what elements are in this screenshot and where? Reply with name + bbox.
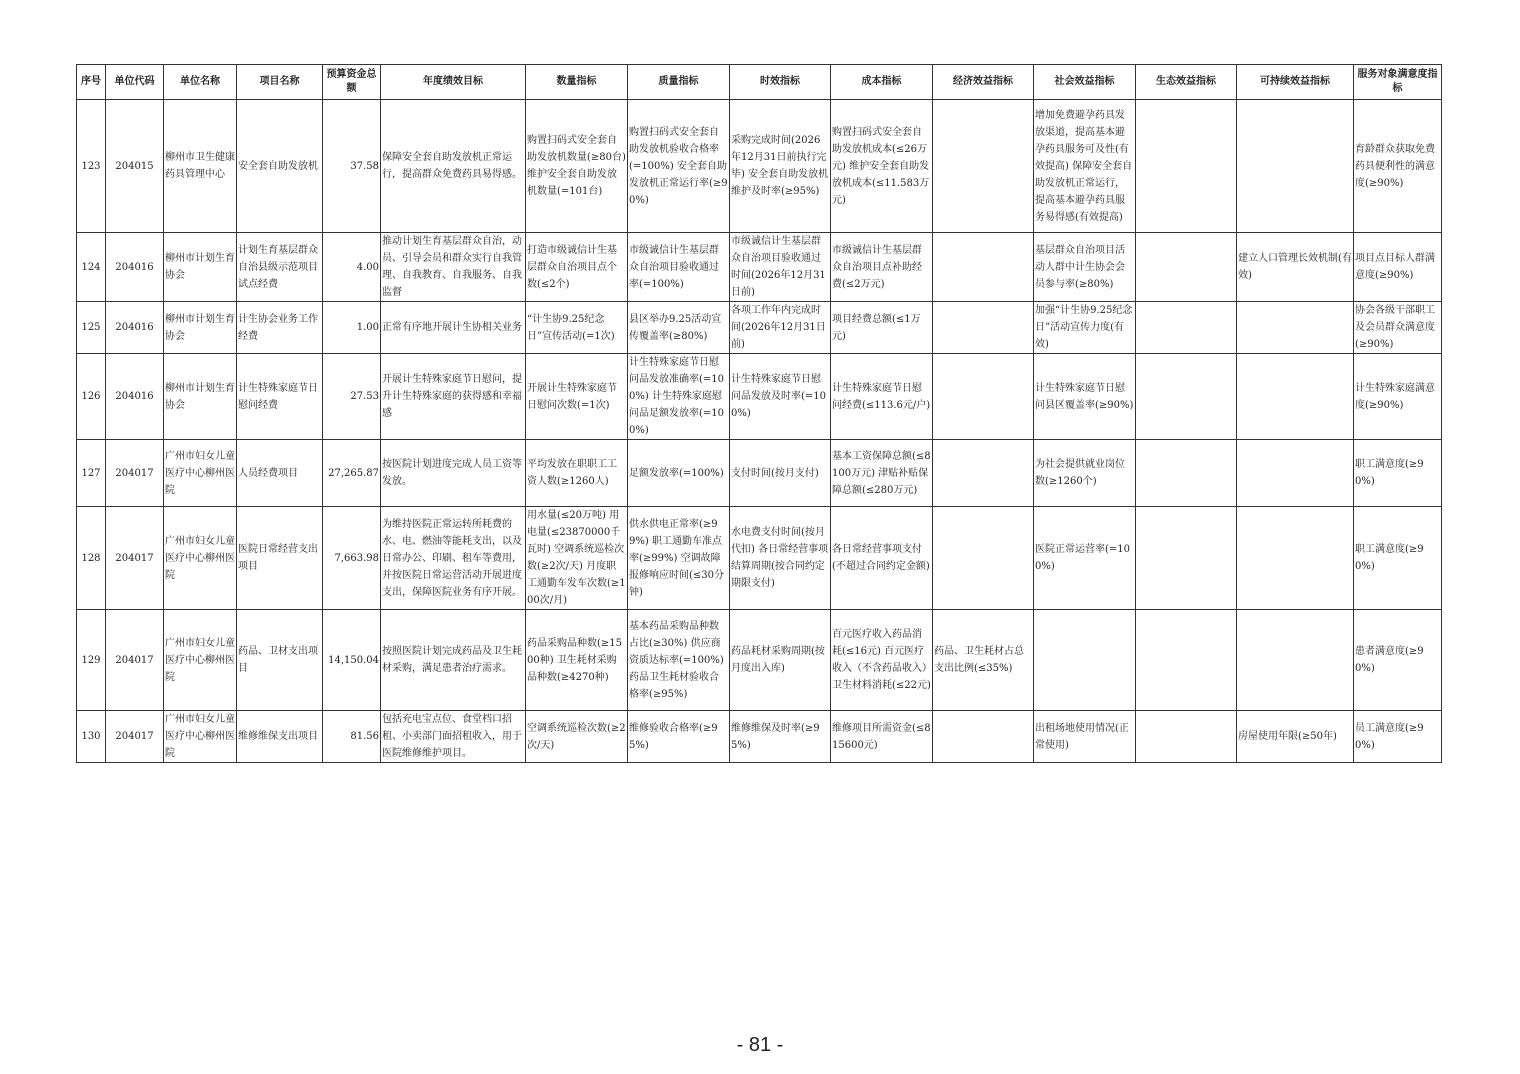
cell-no: 127 <box>77 440 106 507</box>
cell-unit: 柳州市计划生育协会 <box>164 302 237 354</box>
cell-sustainable <box>1237 302 1354 354</box>
table-row <box>77 610 1442 711</box>
header-cell: 质量指标 <box>628 65 730 100</box>
cell-social: 医院正常运营率(=100%) <box>1034 507 1136 610</box>
header-cell: 数量指标 <box>526 65 628 100</box>
header-cell: 单位名称 <box>164 65 237 100</box>
cell-no: 124 <box>77 233 106 302</box>
cell-social: 加强“计生协9.25纪念日”活动宣传力度(有效) <box>1034 302 1136 354</box>
cell-ecological <box>1136 302 1237 354</box>
cell-project: 安全套自助发放机 <box>237 100 323 233</box>
cell-social: 为社会提供就业岗位数(≥1260个) <box>1034 440 1136 507</box>
cell-goal: 保障安全套自助发放机正常运行，提高群众免费药具易得感。 <box>381 100 526 233</box>
header-cell: 单位代码 <box>106 65 164 100</box>
cell-code: 204016 <box>106 354 164 440</box>
cell-code: 204017 <box>106 711 164 763</box>
cell-timeliness: 计生特殊家庭节日慰问品发放及时率(=100%) <box>730 354 831 440</box>
cell-project: 计划生育基层群众自治县级示范项目试点经费 <box>237 233 323 302</box>
cell-economic <box>933 711 1034 763</box>
cell-budget: 14,150.04 <box>323 610 381 711</box>
cell-quantity: 空调系统巡检次数(≥2次/天) <box>526 711 628 763</box>
cell-economic <box>933 440 1034 507</box>
cell-goal: 包括充电宝点位、食堂档口招租、小卖部门面招租收入，用于医院维修维护项目。 <box>381 711 526 763</box>
cell-cost: 百元医疗收入药品消耗(≤16元) 百元医疗收入（不含药品收入）卫生材料消耗(≤22元) <box>831 610 933 711</box>
cell-code: 204017 <box>106 440 164 507</box>
cell-sustainable: 房屋使用年限(≥50年) <box>1237 711 1354 763</box>
cell-satisfaction: 员工满意度(≥90%) <box>1354 711 1442 763</box>
cell-budget: 1.00 <box>323 302 381 354</box>
cell-economic: 药品、卫生耗材占总支出比例(≤35%) <box>933 610 1034 711</box>
cell-social: 出租场地使用情况(正常使用) <box>1034 711 1136 763</box>
cell-sustainable <box>1237 507 1354 610</box>
cell-ecological <box>1136 507 1237 610</box>
page-number: - 81 - <box>736 1034 784 1056</box>
cell-cost: 市级诚信计生基层群众自治项目点补助经费(≤2万元) <box>831 233 933 302</box>
header-cell: 成本指标 <box>831 65 933 100</box>
cell-quantity: 平均发放在职职工工资人数(≥1260人) <box>526 440 628 507</box>
cell-economic <box>933 100 1034 233</box>
cell-no: 123 <box>77 100 106 233</box>
cell-quality: 县区举办9.25活动宣传覆盖率(≥80%) <box>628 302 730 354</box>
header-cell: 生态效益指标 <box>1136 65 1237 100</box>
cell-goal: 正常有序地开展计生协相关业务 <box>381 302 526 354</box>
cell-quality: 基本药品采购品种数占比(≥30%) 供应商资质达标率(=100%) 药品卫生耗材验收合格率(≥95%) <box>628 610 730 711</box>
cell-goal: 推动计划生育基层群众自治，动员、引导会员和群众实行自我管理、自我教育、自我服务、自我监督 <box>381 233 526 302</box>
cell-quantity: “计生协9.25纪念日”宣传活动(=1次) <box>526 302 628 354</box>
cell-satisfaction: 患者满意度(≥90%) <box>1354 610 1442 711</box>
cell-no: 128 <box>77 507 106 610</box>
cell-project: 计生特殊家庭节日慰问经费 <box>237 354 323 440</box>
cell-budget: 27,265.87 <box>323 440 381 507</box>
cell-timeliness: 市级诚信计生基层群众自治项目验收通过时间(2026年12月31日前) <box>730 233 831 302</box>
cell-budget: 81.56 <box>323 711 381 763</box>
cell-quality: 足额发放率(=100%) <box>628 440 730 507</box>
cell-goal: 为维持医院正常运转所耗费的水、电、燃油等能耗支出，以及日常办公、印刷、租车等费用，并按医院日常运营活动开展进度支出，保障医院业务有序开展。 <box>381 507 526 610</box>
header-cell: 序号 <box>77 65 106 100</box>
cell-cost: 维修项目所需资金(≤815600元) <box>831 711 933 763</box>
cell-economic <box>933 507 1034 610</box>
cell-cost: 计生特殊家庭节日慰问经费(≤113.6元/户) <box>831 354 933 440</box>
cell-code: 204016 <box>106 233 164 302</box>
table-row <box>77 100 1442 233</box>
header-cell: 年度绩效目标 <box>381 65 526 100</box>
cell-timeliness: 维修维保及时率(≥95%) <box>730 711 831 763</box>
cell-budget: 37.58 <box>323 100 381 233</box>
cell-unit: 广州市妇女儿童医疗中心柳州医院 <box>164 711 237 763</box>
cell-social: 计生特殊家庭节日慰问县区覆盖率(≥90%) <box>1034 354 1136 440</box>
header-cell: 项目名称 <box>237 65 323 100</box>
cell-satisfaction: 协会各级干部职工及会员群众满意度(≥90%) <box>1354 302 1442 354</box>
cell-no: 129 <box>77 610 106 711</box>
header-cell: 服务对象满意度指标 <box>1354 65 1442 100</box>
cell-budget: 27.53 <box>323 354 381 440</box>
cell-social: 增加免费避孕药具发放渠道，提高基本避孕药具服务可及性(有效提高) 保障安全套自助发放机正常运行，提高基本避孕药具服务易得感(有效提高) <box>1034 100 1136 233</box>
cell-goal: 开展计生特殊家庭节日慰问，提升计生特殊家庭的获得感和幸福感 <box>381 354 526 440</box>
cell-cost: 基本工资保障总额(≤8100万元) 津贴补贴保障总额(≤280万元) <box>831 440 933 507</box>
cell-satisfaction: 计生特殊家庭满意度(≥90%) <box>1354 354 1442 440</box>
header-cell: 经济效益指标 <box>933 65 1034 100</box>
cell-budget: 7,663.98 <box>323 507 381 610</box>
cell-no: 126 <box>77 354 106 440</box>
table-row <box>77 507 1442 610</box>
header-cell: 社会效益指标 <box>1034 65 1136 100</box>
cell-sustainable <box>1237 440 1354 507</box>
table-row <box>77 302 1442 354</box>
cell-quality: 市级诚信计生基层群众自治项目验收通过率(=100%) <box>628 233 730 302</box>
cell-unit: 广州市妇女儿童医疗中心柳州医院 <box>164 440 237 507</box>
cell-unit: 广州市妇女儿童医疗中心柳州医院 <box>164 507 237 610</box>
table-row <box>77 711 1442 763</box>
cell-social <box>1034 610 1136 711</box>
performance-target-table <box>76 64 1442 763</box>
cell-economic <box>933 354 1034 440</box>
cell-no: 130 <box>77 711 106 763</box>
cell-project: 人员经费项目 <box>237 440 323 507</box>
cell-budget: 4.00 <box>323 233 381 302</box>
cell-sustainable <box>1237 100 1354 233</box>
cell-ecological <box>1136 100 1237 233</box>
cell-unit: 广州市妇女儿童医疗中心柳州医院 <box>164 610 237 711</box>
cell-code: 204017 <box>106 610 164 711</box>
cell-ecological <box>1136 233 1237 302</box>
header-cell: 可持续效益指标 <box>1237 65 1354 100</box>
cell-timeliness: 药品耗材采购周期(按月度出入库) <box>730 610 831 711</box>
cell-project: 医院日常经营支出项目 <box>237 507 323 610</box>
cell-quantity: 药品采购品种数(≥1500种) 卫生耗材采购品种数(≥4270种) <box>526 610 628 711</box>
cell-code: 204016 <box>106 302 164 354</box>
cell-quantity: 打造市级诚信计生基层群众自治项目点个数(≤2个) <box>526 233 628 302</box>
cell-quality: 维修验收合格率(≥95%) <box>628 711 730 763</box>
cell-goal: 按医院计划进度完成人员工资等发放。 <box>381 440 526 507</box>
cell-ecological <box>1136 440 1237 507</box>
table-row <box>77 354 1442 440</box>
cell-social: 基层群众自治项目活动人群中计生协会会员参与率(≥80%) <box>1034 233 1136 302</box>
cell-economic <box>933 233 1034 302</box>
cell-sustainable: 建立人口管理长效机制(有效) <box>1237 233 1354 302</box>
cell-project: 计生协会业务工作经费 <box>237 302 323 354</box>
header-cell: 时效指标 <box>730 65 831 100</box>
cell-project: 药品、卫材支出项目 <box>237 610 323 711</box>
table-header-row <box>77 65 1442 100</box>
table-row <box>77 233 1442 302</box>
cell-satisfaction: 育龄群众获取免费药具便利性的满意度(≥90%) <box>1354 100 1442 233</box>
header-cell: 预算资金总额 <box>323 65 381 100</box>
cell-quantity: 购置扫码式安全套自助发放机数量(≥80台) 维护安全套自助发放机数量(=101台) <box>526 100 628 233</box>
cell-satisfaction: 职工满意度(≥90%) <box>1354 440 1442 507</box>
cell-timeliness: 水电费支付时间(按月代扣) 各日常经营事项结算周期(按合同约定期限支付) <box>730 507 831 610</box>
cell-unit: 柳州市计划生育协会 <box>164 354 237 440</box>
table-row <box>77 440 1442 507</box>
cell-quality: 供水供电正常率(≥99%) 职工通勤车准点率(≥99%) 空调故障报修响应时间(≤30分钟) <box>628 507 730 610</box>
cell-satisfaction: 职工满意度(≥90%) <box>1354 507 1442 610</box>
cell-goal: 按照医院计划完成药品及卫生耗材采购，满足患者治疗需求。 <box>381 610 526 711</box>
cell-sustainable <box>1237 354 1354 440</box>
cell-cost: 购置扫码式安全套自助发放机成本(≤26万元) 维护安全套自助发放机成本(≤11.583万元) <box>831 100 933 233</box>
cell-satisfaction: 项目点目标人群满意度(≥90%) <box>1354 233 1442 302</box>
cell-ecological <box>1136 354 1237 440</box>
cell-economic <box>933 302 1034 354</box>
cell-quantity: 用水量(≤20万吨) 用电量(≤23870000千瓦时) 空调系统巡检次数(≥2次/天) 月度职工通勤车发车次数(≥100次/月) <box>526 507 628 610</box>
cell-no: 125 <box>77 302 106 354</box>
cell-sustainable <box>1237 610 1354 711</box>
cell-ecological <box>1136 610 1237 711</box>
cell-ecological <box>1136 711 1237 763</box>
cell-timeliness: 采购完成时间(2026年12月31日前执行完毕) 安全套自助发放机维护及时率(≥95%) <box>730 100 831 233</box>
cell-quantity: 开展计生特殊家庭节日慰问次数(=1次) <box>526 354 628 440</box>
cell-quality: 购置扫码式安全套自助发放机验收合格率(=100%) 安全套自助发放机正常运行率(≥90%) <box>628 100 730 233</box>
cell-code: 204015 <box>106 100 164 233</box>
cell-unit: 柳州市卫生健康药具管理中心 <box>164 100 237 233</box>
cell-timeliness: 各项工作年内完成时间(2026年12月31日前) <box>730 302 831 354</box>
cell-cost: 各日常经营事项支付(不超过合同约定金额) <box>831 507 933 610</box>
cell-project: 维修维保支出项目 <box>237 711 323 763</box>
cell-unit: 柳州市计划生育协会 <box>164 233 237 302</box>
cell-quality: 计生特殊家庭节日慰问品发放准确率(=100%) 计生特殊家庭慰问品足额发放率(=100%) <box>628 354 730 440</box>
cell-timeliness: 支付时间(按月支付) <box>730 440 831 507</box>
cell-cost: 项目经费总额(≤1万元) <box>831 302 933 354</box>
cell-code: 204017 <box>106 507 164 610</box>
